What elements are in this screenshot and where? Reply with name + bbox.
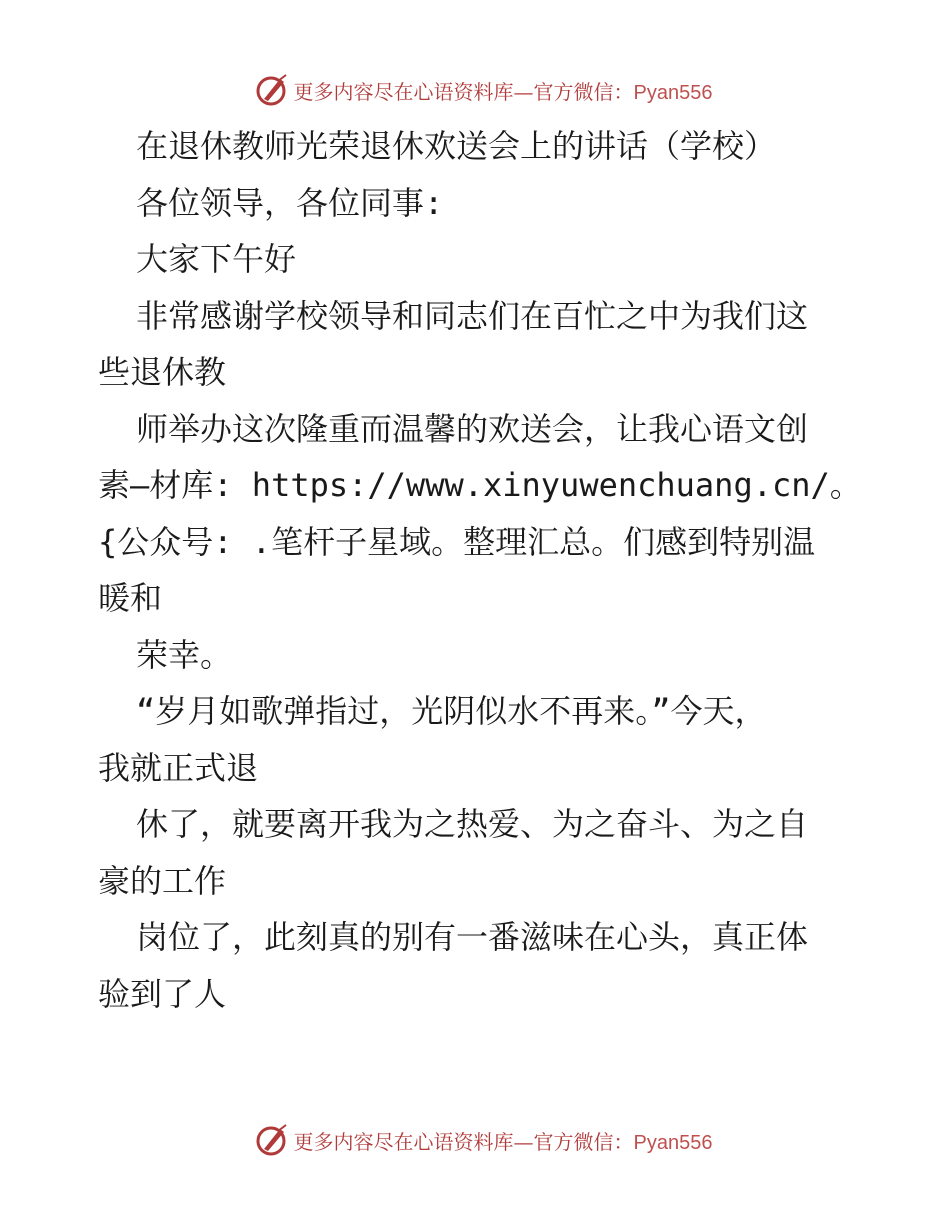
text-line: 荣幸。	[136, 635, 233, 674]
quill-logo-icon	[256, 1123, 290, 1157]
watermark-banner-top	[0, 70, 950, 110]
text-line: 我就正式退	[98, 748, 259, 787]
text-line: 大家下午好	[136, 240, 297, 278]
text-line: 师举办这次隆重而温馨的欢送会，让我心语文创	[136, 409, 809, 448]
watermark-handle: Pyan556	[633, 1131, 713, 1154]
watermark-banner-bottom	[0, 1120, 950, 1160]
quill-logo-icon	[256, 73, 290, 107]
text-line: 非常感谢学校领导和同志们在百忙之中为我们这	[136, 296, 809, 335]
text-line: 在退休教师光荣退休欢送会上的讲话（学校）	[136, 127, 777, 165]
watermark-label: 更多内容尽在心语资料库—官方微信：	[293, 1129, 634, 1154]
watermark-label: 更多内容尽在心语资料库—官方微信：	[293, 79, 634, 104]
watermark-text	[294, 1126, 713, 1155]
watermark-text	[294, 76, 713, 105]
text-line: 些退休教	[98, 353, 227, 391]
text-line: 岗位了，此刻真的别有一番滋味在心头，真正体	[136, 918, 809, 956]
text-line: 休了，就要离开我为之热爱、为之奋斗、为之自	[136, 805, 809, 843]
watermark-handle: Pyan556	[633, 81, 713, 104]
text-line: 素—材库: https://www.xinyuwenchuang.cn/。	[98, 466, 862, 504]
text-line: {公众号: .笔杆子星域。整理汇总。们感到特别温	[98, 522, 816, 561]
text-line: “岁月如歌弹指过，光阴似水不再来。”今天，	[136, 692, 767, 730]
text-line: 豪的工作	[98, 861, 227, 900]
text-line: 暖和	[98, 579, 163, 617]
text-line: 各位领导，各位同事:	[136, 183, 444, 222]
text-line: 验到了人	[98, 974, 227, 1013]
